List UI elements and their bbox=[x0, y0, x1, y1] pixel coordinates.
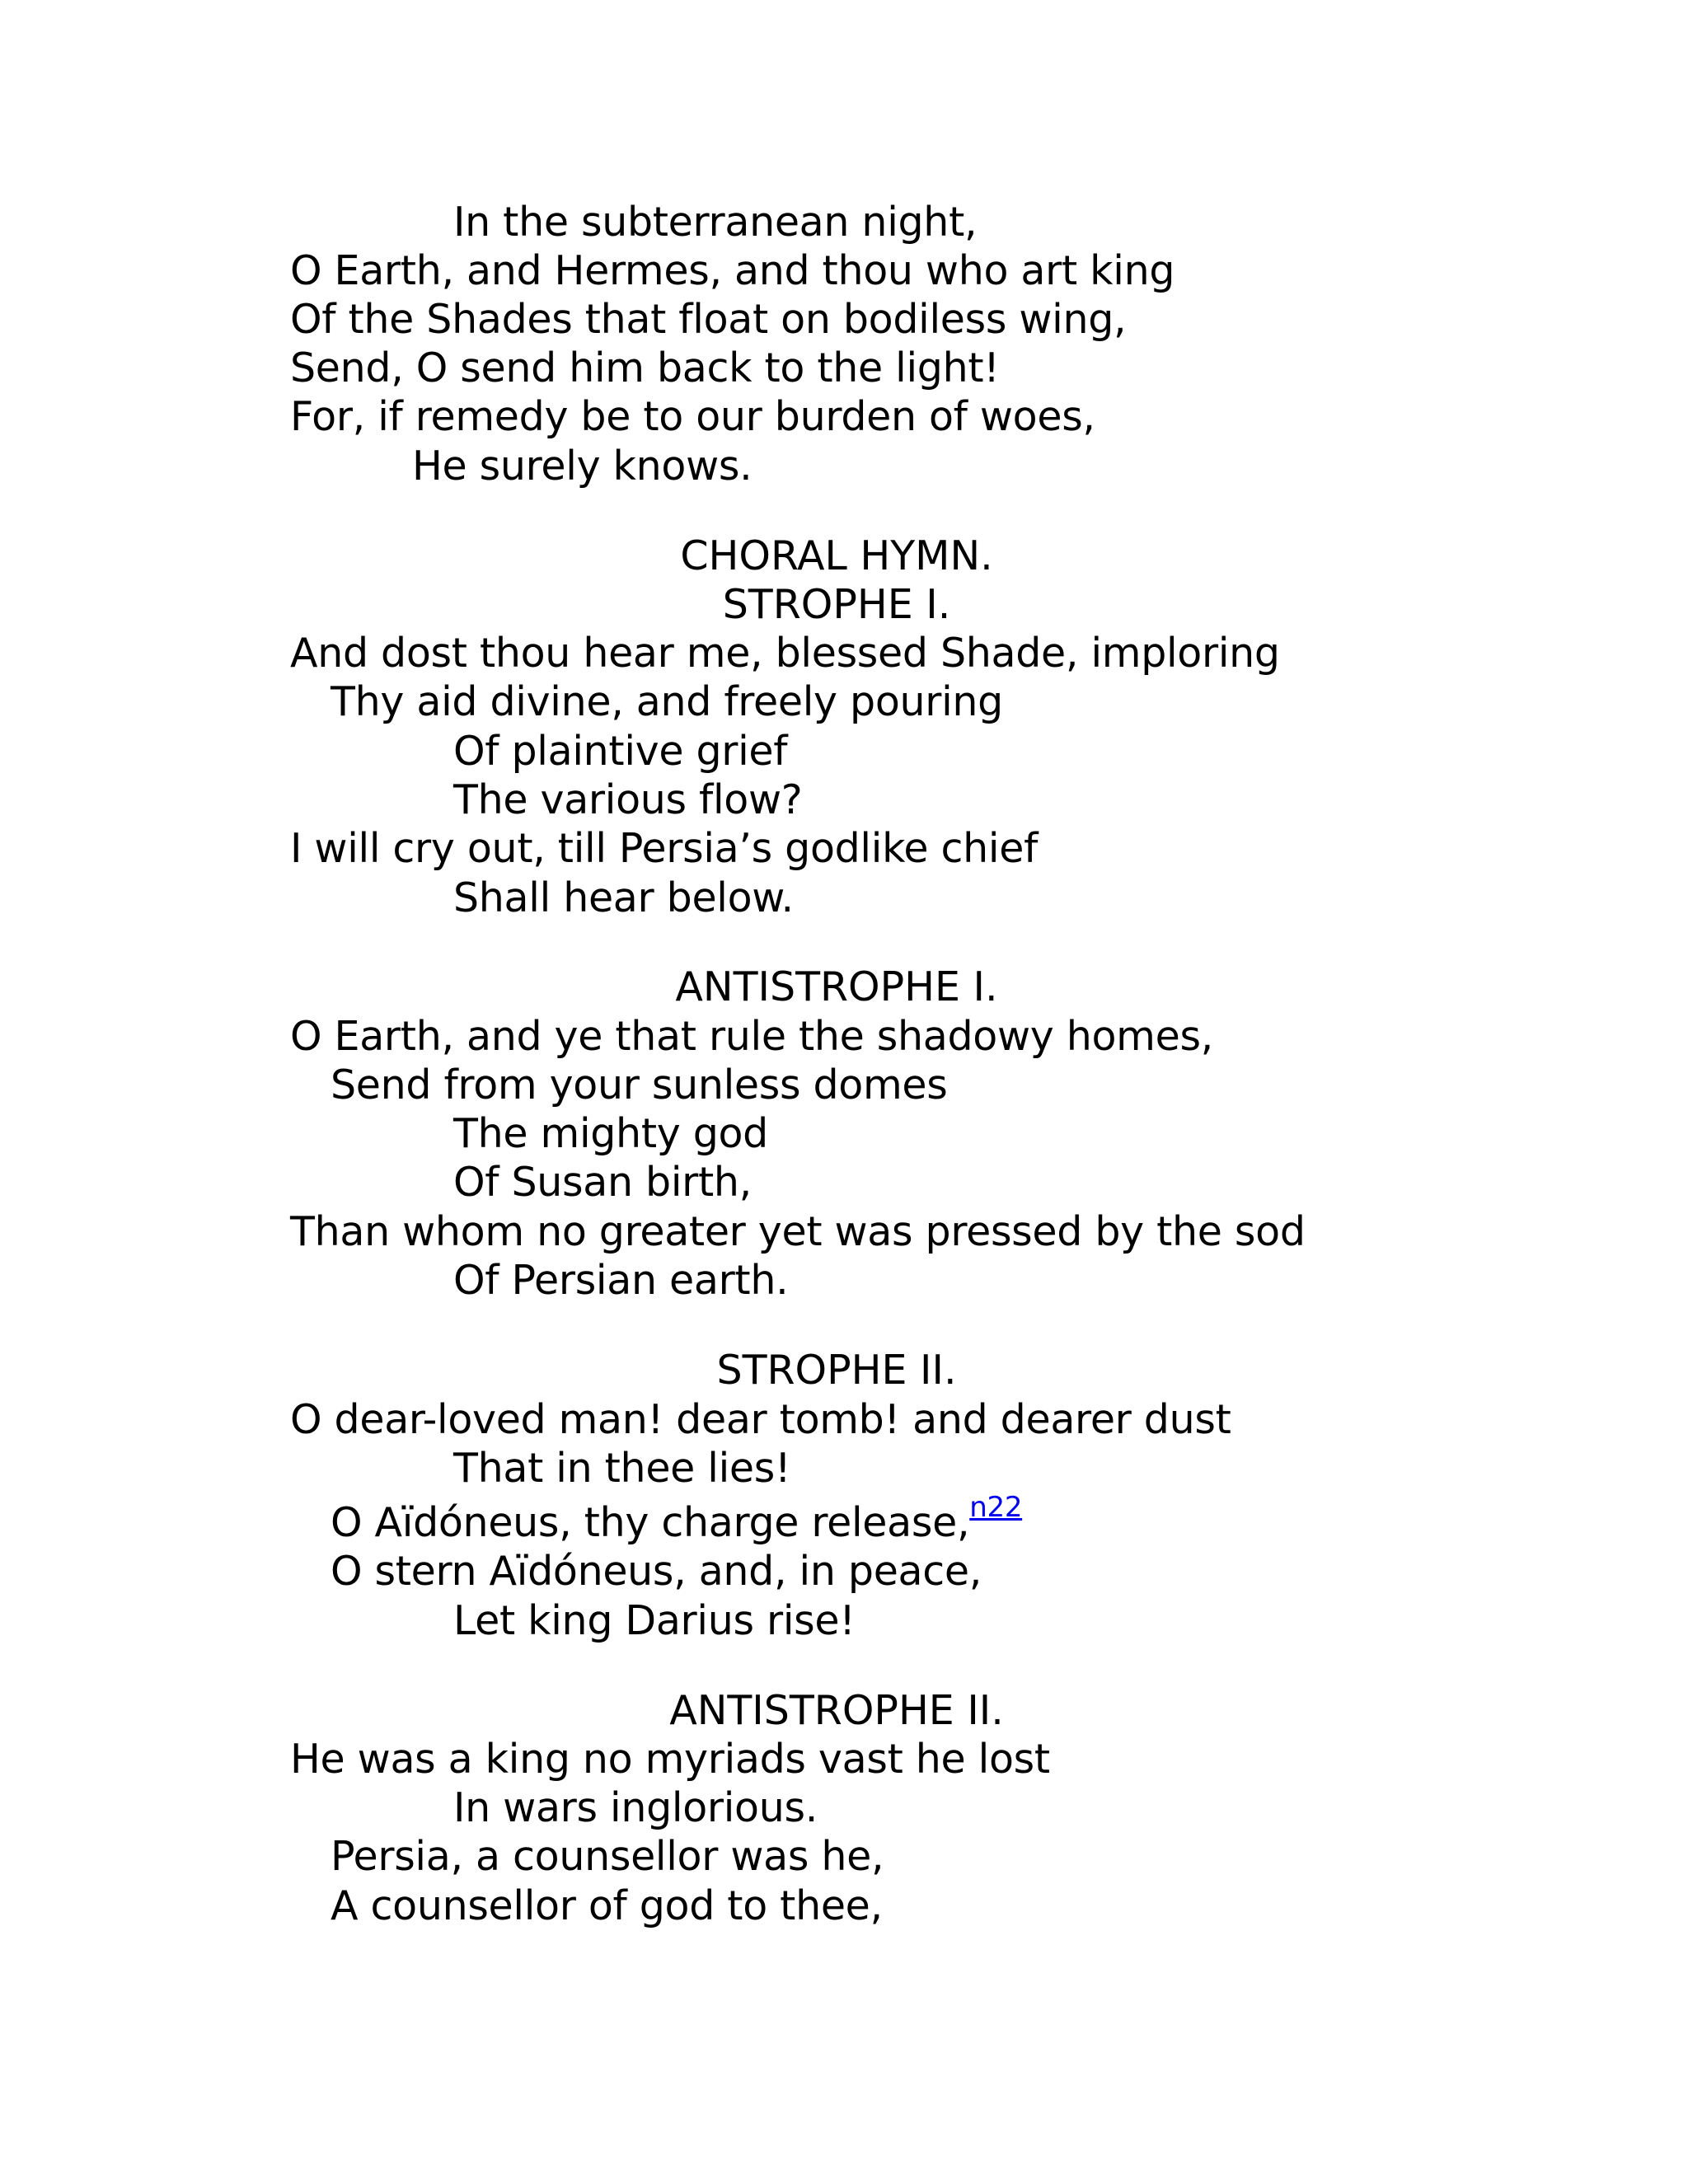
verse-line: In wars inglorious. bbox=[453, 1784, 818, 1831]
section-heading-strophe-2: STROPHE II. bbox=[716, 1347, 957, 1394]
verse-line: The various flow? bbox=[453, 776, 803, 823]
verse-line: Send from your sunless domes bbox=[331, 1062, 948, 1108]
verse-line: That in thee lies! bbox=[453, 1445, 791, 1492]
verse-line: Than whom no greater yet was pressed by the sod bbox=[290, 1208, 1306, 1255]
verse-line: Of plaintive grief bbox=[453, 728, 788, 775]
verse-line: And dost thou hear me, blessed Shade, imploring bbox=[290, 630, 1280, 677]
verse-line: O stern Aïdóneus, and, in peace, bbox=[331, 1548, 982, 1595]
section-heading-antistrophe-1: ANTISTROPHE I. bbox=[675, 963, 998, 1010]
verse-line: For, if remedy be to our burden of woes, bbox=[290, 393, 1095, 440]
section-heading-strophe-1: STROPHE I. bbox=[722, 581, 951, 628]
verse-line: Thy aid divine, and freely pouring bbox=[331, 678, 1003, 725]
verse-line: Send, O send him back to the light! bbox=[290, 344, 1000, 391]
verse-line: Of Susan birth, bbox=[453, 1159, 752, 1206]
verse-line: He was a king no myriads vast he lost bbox=[290, 1736, 1050, 1783]
verse-line-with-note bbox=[331, 1491, 1023, 1548]
verse-line: A counsellor of god to thee, bbox=[331, 1882, 883, 1929]
section-heading-choral-hymn: CHORAL HYMN. bbox=[680, 532, 993, 579]
verse-line: Let king Darius rise! bbox=[453, 1597, 856, 1644]
verse-line: In the subterranean night, bbox=[453, 199, 978, 246]
verse-line: Shall hear below. bbox=[453, 874, 794, 921]
verse-line: I will cry out, till Persia’s godlike chief bbox=[290, 825, 1039, 872]
verse-line: O Earth, and ye that rule the shadowy homes, bbox=[290, 1013, 1213, 1060]
verse-line: He surely knows. bbox=[412, 443, 753, 490]
footnote-link-n22[interactable]: n22 bbox=[969, 1491, 1023, 1524]
verse-line: Persia, a counsellor was he, bbox=[331, 1833, 884, 1880]
verse-text: O Aïdóneus, thy charge release, bbox=[331, 1499, 970, 1546]
verse-line: O Earth, and Hermes, and thou who art king bbox=[290, 247, 1175, 294]
section-heading-antistrophe-2: ANTISTROPHE II. bbox=[669, 1687, 1004, 1734]
verse-line: Of Persian earth. bbox=[453, 1257, 789, 1304]
verse-line: The mighty god bbox=[453, 1110, 768, 1157]
verse-line: Of the Shades that float on bodiless wing, bbox=[290, 296, 1127, 343]
verse-line: O dear-loved man! dear tomb! and dearer dust bbox=[290, 1396, 1231, 1443]
